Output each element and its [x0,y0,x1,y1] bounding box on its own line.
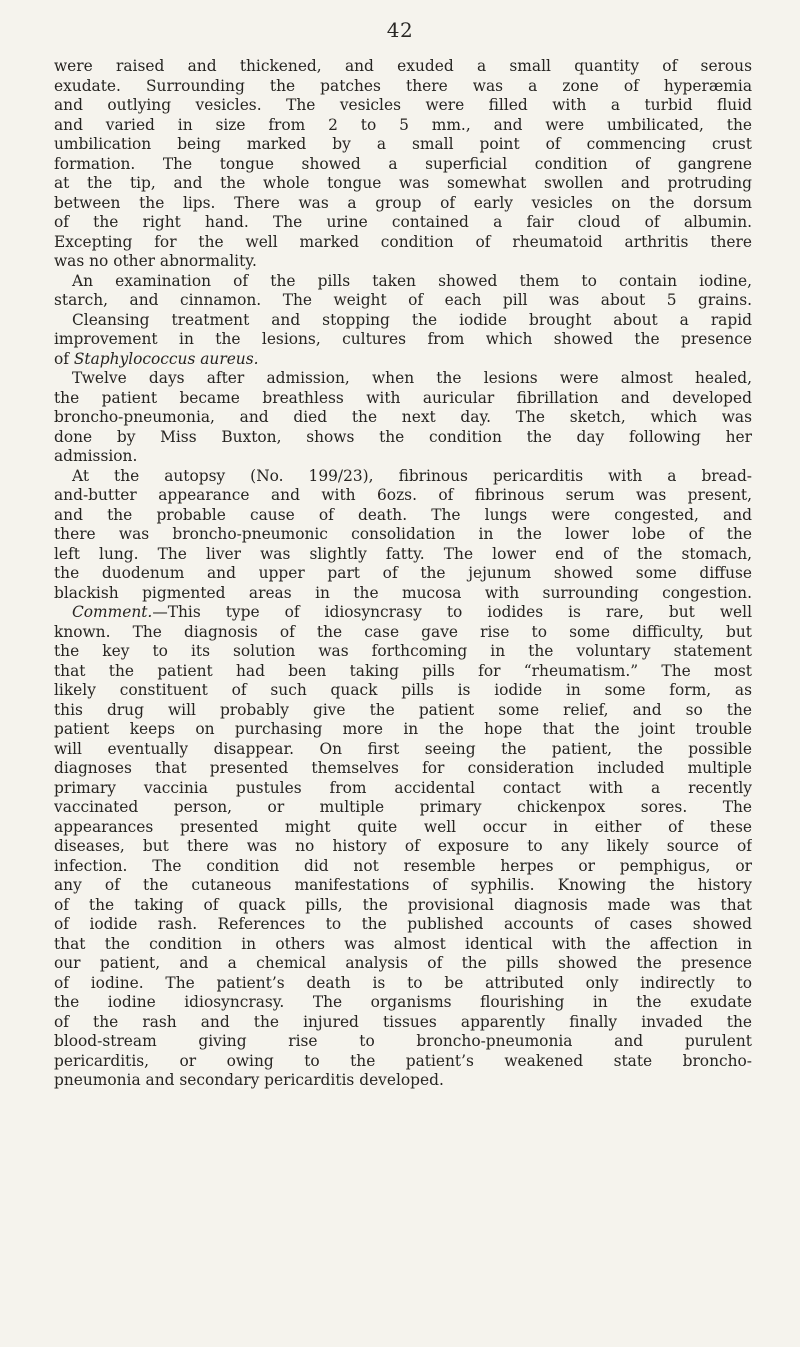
text-line: pneumonia and secondary pericarditis developed. [54,1071,444,1089]
text-line: of the right hand. The urine contained a fair cloud of albumin. [54,213,752,231]
text-line: exudate. Surrounding the patches there was a zone of hyperæmia [54,76,752,95]
paragraph-start: Cleansing treatment and stopping the iodide brought about a rapid [72,310,752,329]
text-line: that the patient had been taking pills for “rheumatism.” The most [54,661,752,680]
text-line: the patient became breathless with auricular fibrillation and developed [54,388,752,407]
text-line: admission. [54,447,138,465]
text-line: of iodine. The patient’s death is to be attributed only indirectly to [54,973,752,992]
organism-name: Staphylococcus aureus. [73,349,259,368]
page-number: 42 [386,18,414,42]
text-line: diagnoses that presented themselves for consideration included multiple [54,759,752,777]
text-line: at the tip, and the whole tongue was somewhat swollen and protruding [54,174,752,192]
text-line: and varied in size from 2 to 5 mm., and were umbilicated, the [54,115,752,134]
text-line: improvement in the lesions, cultures from which showed the presence [54,330,752,348]
text-line: appearances presented might quite well occur in either of these [54,817,752,836]
text-line: done by Miss Buxton, shows the condition the day following her [54,427,752,446]
text-line: and outlying vesicles. The vesicles were filled with a turbid fluid [54,96,752,114]
text-line: likely constituent of such quack pills is iodide in some form, as [54,681,752,699]
text-line: umbilication being marked by a small point of commencing crust [54,135,752,153]
text-line: infection. The condition did not resemble herpes or pemphigus, or [54,856,752,875]
text-line: Excepting for the well marked condition of rheumatoid arthritis there [54,232,752,251]
paragraph-start: At the autopsy (No. 199/23), fibrinous pericarditis with a bread- [72,466,752,485]
text-line: was no other abnormality. [54,252,257,270]
text-line: blood-stream giving rise to broncho-pneumonia and purulent [54,1032,752,1050]
text-line: broncho-pneumonia, and died the next day. The sketch, which was [54,408,752,426]
text-line: vaccinated person, or multiple primary chickenpox sores. The [54,798,752,816]
text-line: there was broncho-pneumonic consolidation in the lower lobe of the [54,525,752,543]
text-line: this drug will probably give the patient some relief, and so the [54,700,752,719]
text-line: between the lips. There was a group of early vesicles on the dorsum [54,193,752,212]
text-fragment: —This type of idiosyncrasy to iodides is rare, but well [152,603,752,621]
text-line: blackish pigmented areas in the mucosa with surrounding congestion. [54,583,752,602]
text-line-organism [54,350,752,370]
text-line: were raised and thickened, and exuded a small quantity of serous [54,57,752,75]
text-line: the duodenum and upper part of the jejunum showed some diffuse [54,564,752,582]
text-line: any of the cutaneous manifestations of syphilis. Knowing the history [54,876,752,894]
text-line: of the taking of quack pills, the provisional diagnosis made was that [54,895,752,914]
paragraph-start: An examination of the pills taken showed them to contain iodine, [72,271,752,290]
text-line: formation. The tongue showed a superficial condition of gangrene [54,154,752,173]
comment-line [54,603,752,623]
text-line: left lung. The liver was slightly fatty. The lower end of the stomach, [54,544,752,563]
text-line: and-butter appearance and with 6ozs. of fibrinous serum was present, [54,486,752,504]
text-line: known. The diagnosis of the case gave rise to some difficulty, but [54,622,752,641]
text-line: diseases, but there was no history of exposure to any likely source of [54,837,752,855]
text-fragment: of [54,349,69,368]
text-line: of iodide rash. References to the published accounts of cases showed [54,915,752,933]
text-line: that the condition in others was almost identical with the affection in [54,934,752,953]
text-line: and the probable cause of death. The lungs were congested, and [54,505,752,524]
text-line: patient keeps on purchasing more in the hope that the joint trouble [54,720,752,738]
text-line: the iodine idiosyncrasy. The organisms flourishing in the exudate [54,993,752,1011]
body-text [54,57,752,1091]
paragraph-start: Twelve days after admission, when the lesions were almost healed, [72,369,752,387]
text-line: of the rash and the injured tissues apparently finally invaded the [54,1012,752,1031]
text-line: primary vaccinia pustules from accidental contact with a recently [54,778,752,797]
text-line: the key to its solution was forthcoming in the voluntary statement [54,642,752,660]
text-line: our patient, and a chemical analysis of the pills showed the presence [54,954,752,972]
text-line: starch, and cinnamon. The weight of each pill was about 5 grains. [54,291,752,309]
comment-heading: Comment. [72,603,153,621]
text-line: pericarditis, or owing to the patient’s weakened state broncho- [54,1051,752,1070]
text-line: will eventually disappear. On first seeing the patient, the possible [54,739,752,758]
